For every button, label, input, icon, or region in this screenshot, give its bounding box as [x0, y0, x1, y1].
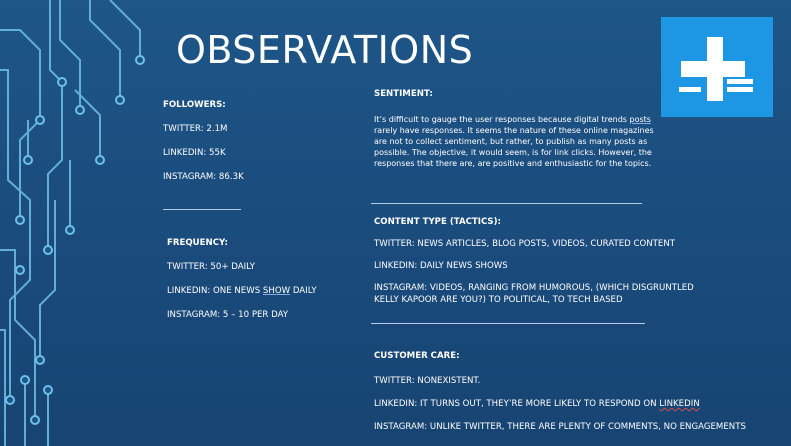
sentiment-body	[374, 114, 654, 169]
content-type-twitter: TWITTER: NEWS ARTICLES, BLOG POSTS, VIDEOS, CURATED CONTENT	[374, 239, 676, 249]
frequency-instagram: INSTAGRAM: 5 – 10 PER DAY	[167, 310, 289, 320]
followers-instagram: INSTAGRAM: 86.3K	[163, 172, 244, 182]
followers-heading: FOLLOWERS:	[163, 100, 226, 110]
sentiment-body-b: posts	[629, 115, 651, 124]
content-type-instagram-line2: KELLY KAPOOR ARE YOU?) TO POLITICAL, TO TECH BASED	[374, 295, 623, 305]
sentiment-body-c: rarely have responses. It seems the nature of these online magazines are not to collect sentiment, but rather, to publish as many posts as possible. The objective, it would seem, is for link clicks. However, the responses that there are, are positive and enthusiastic for the topics.	[374, 126, 654, 169]
content-type-linkedin: LINKEDIN: DAILY NEWS SHOWS	[374, 261, 508, 271]
followers-twitter: TWITTER: 2.1M	[163, 124, 228, 134]
customer-care-linkedin	[374, 399, 700, 409]
page-title: OBSERVATIONS	[176, 28, 474, 72]
sentiment-body-a: It’s difficult to gauge the user responses because digital trends	[374, 115, 630, 124]
content-type-instagram-line1: INSTAGRAM: VIDEOS, RANGING FROM HUMOROUS, (WHICH DISGRUNTLED	[374, 283, 694, 293]
divider	[163, 209, 241, 210]
plus-logo-icon	[661, 17, 773, 117]
divider	[371, 203, 642, 204]
frequency-linkedin-b: SHOW	[262, 286, 291, 296]
frequency-linkedin-c: DAILY	[290, 286, 317, 296]
customer-care-linkedin-b: LINKEDIN	[659, 399, 700, 409]
frequency-linkedin-a: LINKEDIN: ONE NEWS	[167, 286, 263, 296]
circuit-board-decoration	[0, 0, 150, 446]
customer-care-instagram: INSTAGRAM: UNLIKE TWITTER, THERE ARE PLENTY OF COMMENTS, NO ENGAGEMENTS	[374, 422, 746, 432]
frequency-linkedin	[167, 286, 317, 296]
customer-care-linkedin-a: LINKEDIN: IT TURNS OUT, THEY’RE MORE LIKELY TO RESPOND ON	[374, 399, 660, 409]
frequency-heading: FREQUENCY:	[167, 238, 228, 248]
customer-care-heading: CUSTOMER CARE:	[374, 351, 460, 361]
customer-care-twitter: TWITTER: NONEXISTENT.	[374, 376, 481, 386]
divider	[371, 323, 645, 324]
frequency-twitter: TWITTER: 50+ DAILY	[167, 262, 256, 272]
followers-linkedin: LINKEDIN: 55K	[163, 148, 226, 158]
sentiment-heading: SENTIMENT:	[374, 89, 433, 99]
content-type-heading: CONTENT TYPE (TACTICS):	[374, 217, 501, 227]
